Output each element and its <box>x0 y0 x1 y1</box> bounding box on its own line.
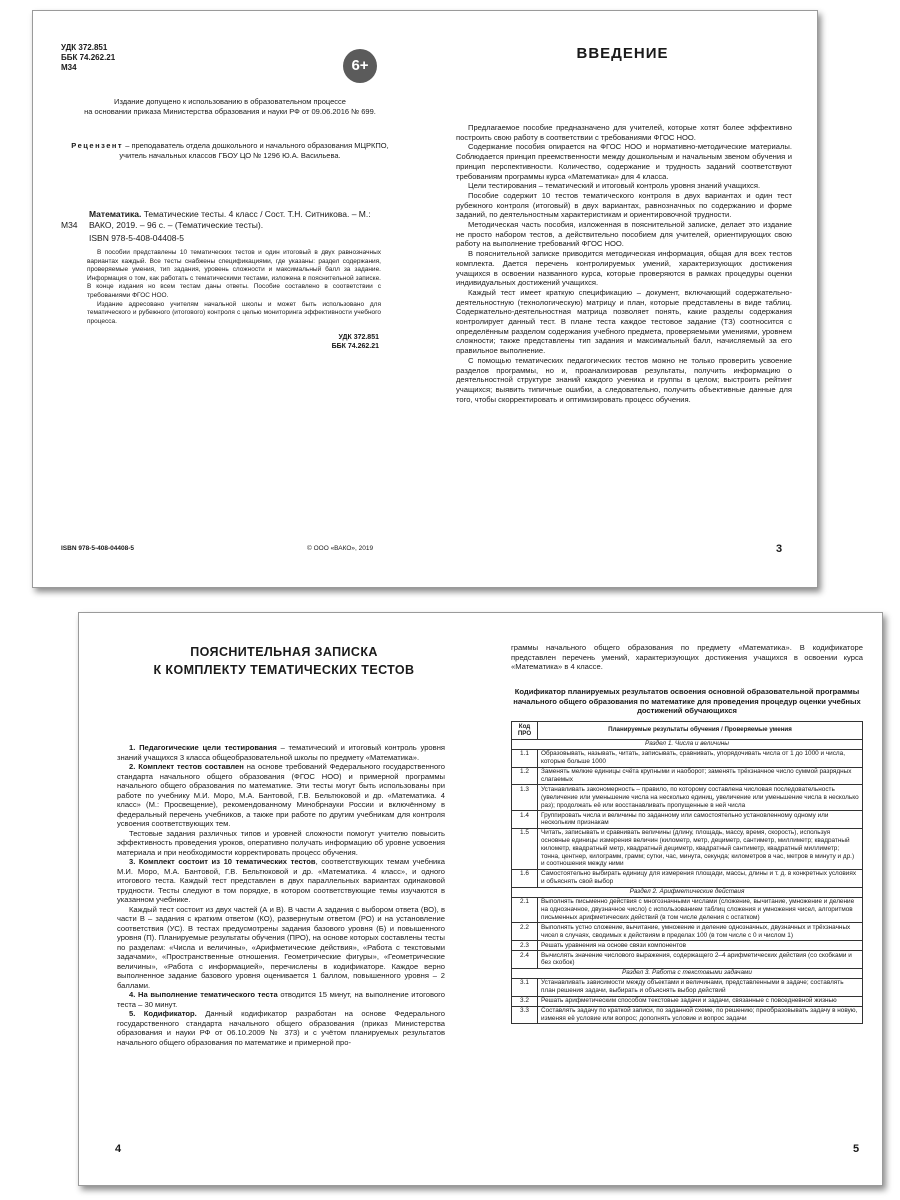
paragraph-text: , соответствующих темам учебника М.И. Моро, М.А. Бантовой, Г.В. Бельтюковой и др. «Математика. 4 класс», и одного итогового теста. Каждый тест представлен в двух параллельных вариантах одинаковой трудности. Тесты следуют в том порядке, в котором соответствующие темы изучаются в указанном учебнике. <box>117 857 446 904</box>
title-line: К КОМПЛЕКТУ ТЕМАТИЧЕСКИХ ТЕСТОВ <box>153 663 415 677</box>
row-text: Решать уравнения на основе связи компонентов <box>538 940 863 950</box>
codifier-table-body <box>512 739 863 1024</box>
approval-line: Издание допущено к использованию в образовательном процессе <box>114 97 346 106</box>
row-code: 3.2 <box>512 996 538 1006</box>
page-codifier <box>479 613 883 1185</box>
page-number: 3 <box>776 543 783 555</box>
paragraph-text: – тематический и итоговый контроль уровня знаний учащихся 3 класса общеобразовательной школы по предмету «Математика». <box>117 743 445 762</box>
continued-paragraph: граммы начального общего образования по предмету «Математика». В кодификаторе представлен перечень умений, характеризующих достижения учащихся в освоении курса «Математика» в 4 классе. <box>511 643 863 671</box>
udk-line: УДК 372.851 <box>338 334 379 341</box>
table-row <box>512 978 863 996</box>
intro-paragraph: С помощью тематических педагогических тестов можно не только проверить усвоение разделов программы, но и, проанализировав результаты, получить информацию о деятельностной структуре знаний каждого ученика и группы в целом; выстроить рейтинг учащихся; выявить типичные ошибки, а следовательно, получить объективные данные для того, чтобы скорректировать и оптимизировать процесс обучения. <box>456 355 792 404</box>
row-text: Самостоятельно выбирать единицу для измерения площади, массы, длины и т. д. в конкретных условиях и объяснять свой выбор <box>538 869 863 887</box>
header-text: Планируемые результаты обучения / Проверяемые умения <box>538 722 863 740</box>
intro-paragraph: В пояснительной записке приводится методическая информация, общая для всех тестов комплекта. Дается перечень контролируемых умений, характеризующих достижения учащихся в освоении названного курса, которые проверяются в рамках процедуры оценки индивидуальных достижений учащихся. <box>456 249 792 288</box>
reviewer-label: Рецензент <box>71 141 124 150</box>
paragraph-text: Данный кодификатор разработан на основе Федерального государственного стандарта начального общего образования (приказ Министерства образования и науки РФ от 06.10.2009 № 373) и с учётом планируемых результатов начального общего образования по математике и примерной про- <box>117 1009 445 1047</box>
row-code: 1.3 <box>512 785 538 811</box>
table-section-row <box>512 739 863 749</box>
row-code: 1.2 <box>512 767 538 785</box>
annotation-paragraph: Издание адресовано учителям начальной школы и может быть использовано для тематического и рубежного (итогового) контроля с целью мониторинга эффективности учебного процесса. <box>87 300 381 325</box>
reviewer-note <box>63 141 397 161</box>
table-row <box>512 897 863 923</box>
row-code: 2.1 <box>512 897 538 923</box>
bbk-line: ББК 74.262.21 <box>61 53 116 62</box>
table-section-row <box>512 887 863 897</box>
page-number: 5 <box>853 1143 860 1155</box>
row-code: 3.3 <box>512 1006 538 1024</box>
note-paragraph <box>117 743 445 762</box>
codifier-table <box>511 721 863 1024</box>
paragraph-lead: 4. На выполнение тематического теста <box>129 990 278 999</box>
udk-line: УДК 372.851 <box>61 43 108 52</box>
book-spread-top <box>32 10 818 588</box>
intro-paragraph: Содержание пособия опирается на ФГОС НОО и нормативно-методические материалы. Соблюдается принцип преемственности между дошкольным и начальным звеном обучения и принцип перспективности. Количество, содержание и трудность заданий соответствуют требованиям программы курса «Математика» для 4 класса. <box>456 142 792 181</box>
table-row <box>512 923 863 941</box>
udk-bottom-block <box>323 333 379 351</box>
paragraph-text: Тестовые задания различных типов и уровней сложности помогут учителю повысить эффективность проведения уроков, оперативно получать информацию об уровне усвоения материала и при необходимости корректировать процесс обучения. <box>117 828 445 857</box>
author-mark-line: М34 <box>61 63 77 72</box>
intro-paragraph: Цели тестирования – тематический и итоговый контроль уровня знаний учащихся. <box>468 181 761 191</box>
note-paragraph <box>117 762 445 829</box>
section-title: Раздел 3. Работа с текстовыми задачами <box>512 968 863 978</box>
table-header-row <box>512 722 863 740</box>
row-text: Выполнять устно сложение, вычитание, умножение и деление однозначных, двузначных и трёхзначных чисел в случаях, сводимых к действиям в пределах 100 (в том числе с 0 и числом 1) <box>538 923 863 941</box>
table-row <box>512 950 863 968</box>
reviewer-line: учитель начальных классов ГБОУ ЦО № 1296 Ю.А. Васильева. <box>119 151 341 160</box>
table-section-row <box>512 968 863 978</box>
paragraph-text: отводится 15 минут, на выполнение итогового теста – 30 минут. <box>117 990 445 1009</box>
note-paragraph <box>117 905 445 991</box>
intro-paragraph: Методическая часть пособия, изложенная в пояснительной записке, делает это издание не просто набором тестов, а действительно пособием для учителей, ориентирующих свою работу на выполнение требований ФГОС НОО. <box>456 220 792 249</box>
row-text: Составлять задачу по краткой записи, по заданной схеме, по решению; преобразовывать задачу в новую, изменяя её условие или вопрос; дополнять условие и вопрос задачи <box>538 1006 863 1024</box>
note-paragraph <box>117 990 445 1009</box>
note-body <box>117 743 445 1047</box>
row-code: 3.1 <box>512 978 538 996</box>
table-caption: Кодификатор планируемых результатов освоения основной образовательной программы начального общего образования по математике для проведения процедур оценки учебных достижений обучающихся <box>513 687 861 715</box>
isbn: ISBN 978-5-408-04408-5 <box>89 233 184 243</box>
page-number: 4 <box>115 1143 122 1155</box>
paragraph-text: на основе требований Федерального государственного стандарта начального общего образования (ФГОС НОО) и примерной программы начального общего образования по математике. Эти тесты могут быть использованы при работе по учебнику М.И. Моро, М.А. Бантовой, Г.В. Бельтюковой и др. «Математика. 4 класс» (М.: Просвещение), рекомендованному Минобрнауки России и включённому в федеральный перечень учебников, а также при работе по другим учебникам для контроля усвоения соответствующих тем. <box>117 762 446 828</box>
book-description: Тематические тесты. 4 класс / Сост. Т.Н. Ситникова. – М.: ВАКО, 2019. – 96 с. – (Тематические тесты). <box>89 209 371 230</box>
row-text: Заменять мелкие единицы счёта крупными и наоборот; заменять трёхзначное число суммой разрядных слагаемых <box>538 767 863 785</box>
annotation-paragraph: В пособии представлены 10 тематических тестов и один итоговый в двух равнозначных вариантах каждый. Все тесты снабжены спецификациями, где указаны: раздел содержания, проверяемые умения, тип задания, уровень сложности и максимальный балл за задание. Информация о том, как работать с тематическими тестами, изложена в пояснительной записке. В конце издания но всем тестам даны ответы. Пособие составлено в соответствии с требованиями ФГОС НОО. <box>87 249 381 299</box>
note-paragraph <box>117 1009 445 1047</box>
intro-body <box>456 123 792 404</box>
intro-paragraph: Пособие содержит 10 тестов тематического контроля в двух вариантах и один тест рубежного контроля (итоговый) в двух вариантах, равнозначных по содержанию и форме заданий, по деятельностным характеристикам и ориентировочной трудности. <box>456 190 792 220</box>
paragraph-lead: 2. Комплект тестов составлен <box>129 762 244 771</box>
row-text: Группировать числа и величины по заданному или самостоятельно установленному одному или нескольким признакам <box>538 810 863 828</box>
page-introduction <box>426 11 818 587</box>
row-text: Вычислять значение числового выражения, содержащего 2–4 арифметических действия (со скобками и без скобок) <box>538 950 863 968</box>
row-text: Выполнять письменно действия с многозначными числами (сложение, вычитание, умножение и деление на однозначное, двузначное число) с использованием таблиц сложения и умножения чисел, алгоритмов письменных арифметических действий (в том числе деления с остатком) <box>538 897 863 923</box>
row-code: 1.4 <box>512 810 538 828</box>
imprint-footer <box>61 545 391 552</box>
approval-note <box>63 97 397 117</box>
annotation <box>87 249 381 326</box>
paragraph-text: Каждый тест состоит из двух частей (А и В). В части А задания с выбором ответа (ВО), в части В – задания с кратким ответом (КО), развернутым ответом (РО) и на установление соответствия (УС). В тестах предусмотрены задания базового уровня (Б) и повышенного уровня (П). Планируемые результаты обучения (ПРО), на основе которых составлены тесты по разделам: «Числа и величины», «Арифметические действия», «Работа с текстовыми задачами», «Пространственные отношения. Геометрические фигуры», «Геометрические величины», «Работа с информацией», перечислены в кодификаторе. Каждое верно выполненное задание базового уровня оценивается 1 баллом, повышенного уровня – 2 баллами. <box>117 904 445 990</box>
row-code: 1.5 <box>512 828 538 869</box>
section-title: Раздел 1. Числа и величины <box>512 739 863 749</box>
table-row <box>512 996 863 1006</box>
table-row <box>512 1006 863 1024</box>
page-explanatory-note <box>79 613 471 1185</box>
row-code: 1.6 <box>512 869 538 887</box>
table-row <box>512 785 863 811</box>
footer-copyright: © ООО «ВАКО», 2019 <box>307 545 374 552</box>
note-paragraph <box>117 857 445 905</box>
author-mark: М34 <box>61 220 78 230</box>
header-code: Код ПРО <box>512 722 538 740</box>
page-title: ВВЕДЕНИЕ <box>576 45 669 62</box>
row-text: Устанавливать закономерность – правило, по которому составлена числовая последовательность (увеличение или уменьшение числа на несколько единиц, увеличение или уменьшение числа в несколько раз); продолжать её или восстанавливать пропущенные в ней числа <box>538 785 863 811</box>
page-title <box>109 643 459 679</box>
row-code: 2.4 <box>512 950 538 968</box>
approval-line: на основании приказа Министерства образования и науки РФ от 09.06.2016 № 699. <box>84 107 376 116</box>
title-line: ПОЯСНИТЕЛЬНАЯ ЗАПИСКА <box>190 645 378 659</box>
age-rating-badge: 6+ <box>343 49 377 83</box>
paragraph-lead: 3. Комплект состоит из 10 тематических тестов <box>129 857 316 866</box>
row-code: 2.3 <box>512 940 538 950</box>
page-imprint <box>33 11 416 587</box>
reviewer-line: – преподаватель отдела дошкольного и начального образования МЦРКПО, <box>123 141 389 150</box>
paragraph-lead: 1. Педагогические цели тестирования <box>129 743 277 752</box>
row-text: Решать арифметическим способом текстовые задачи и задачи, связанные с повседневной жизнью <box>538 996 863 1006</box>
row-code: 2.2 <box>512 923 538 941</box>
row-code: 1.1 <box>512 749 538 767</box>
book-title: Математика. <box>89 209 142 219</box>
udk-block <box>61 43 115 73</box>
book-spread-bottom <box>78 612 883 1186</box>
table-row <box>512 869 863 887</box>
row-text: Читать, записывать и сравнивать величины (длину, площадь, массу, время, скорость), используя основные единицы измерения величин (километр, метр, дециметр, сантиметр, миллиметр; квадратный километр, квадратный метр, квадратный дециметр, квадратный сантиметр, квадратный миллиметр; тонна, центнер, килограмм, грамм; сутки, час, минута, секунда; километров в час, метров в минуту и др.) и соотношения между ними <box>538 828 863 869</box>
table-row <box>512 810 863 828</box>
section-title: Раздел 2. Арифметические действия <box>512 887 863 897</box>
table-row <box>512 940 863 950</box>
bibliographic-record <box>61 209 383 231</box>
table-row <box>512 749 863 767</box>
row-text: Устанавливать зависимости между объектами и величинами, представленными в задаче; составлять план решения задачи, выбирать и объяснять выбор действий <box>538 978 863 996</box>
bbk-line: ББК 74.262.21 <box>331 343 379 350</box>
footer-isbn: ISBN 978-5-408-04408-5 <box>61 545 134 552</box>
paragraph-lead: 5. Кодификатор. <box>129 1009 197 1018</box>
note-paragraph <box>117 829 445 858</box>
row-text: Образовывать, называть, читать, записывать, сравнивать, упорядочивать числа от 1 до 1000 и числа, которые больше 1000 <box>538 749 863 767</box>
intro-paragraph: Каждый тест имеет краткую спецификацию – документ, включающий содержательно-деятельностную (технологическую) матрицу и план, которые представлены в виде таблиц. Содержательно-деятельностная матрица позволяет понять, какие разделы содержания контролирует данный тест. В плане теста каждое тестовое задание (ТЗ) соотносится с определённым разделом содержания учебного предмета, проверяемыми умениями, уровнем сложности; также представлены тип задания и максимальный балл, начисляемый за его правильное выполнение. <box>456 287 792 356</box>
table-row <box>512 767 863 785</box>
table-row <box>512 828 863 869</box>
intro-paragraph: Предлагаемое пособие предназначено для учителей, которые хотят более эффективно построить свою работу в соответствии с требованиями ФГОС НОО. <box>456 123 792 142</box>
